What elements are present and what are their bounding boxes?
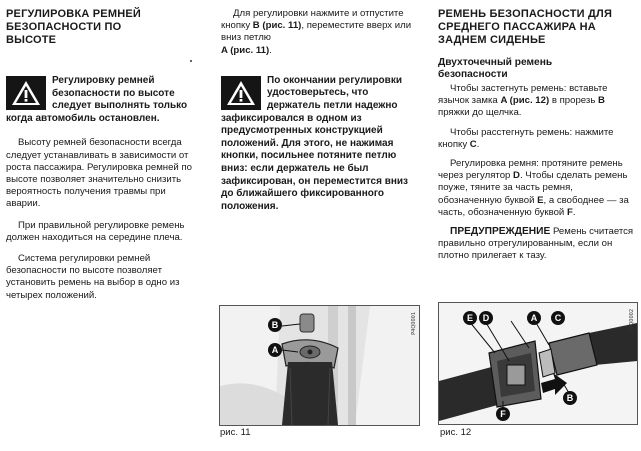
marker-b: B [268,318,282,332]
text-run: . [476,138,480,150]
text-run: . Чтобы сделать ремень поуже, тяните за часть ремня, обозначенную буквой [438,170,628,206]
paragraph [438,127,636,151]
marker-b: B [563,391,577,405]
figure-code: P4Q0001 [411,312,417,335]
paragraph [438,158,636,219]
marker-c: C [551,311,565,325]
text-run: . [269,44,272,56]
text-run-bold: F [566,206,573,218]
section-heading: РЕГУЛИРОВКА РЕМНЕЙ БЕЗОПАСНОСТИ ПО ВЫСОТЕ [6,8,141,46]
text-run: пряжки до щелчка. [438,107,522,119]
warning-triangle-icon [6,76,46,110]
text-run: в прорезь [549,95,598,107]
column-adjust-procedure [221,8,417,213]
column-center-seat-belt [438,8,636,263]
figure-code: P4Q0002 [629,309,635,332]
text-run-bold: D [513,170,520,182]
paragraph [438,83,636,120]
text-run-bold: A (рис. 12) [500,95,550,107]
paragraph [438,226,636,263]
marker-e: E [463,311,477,325]
marker-a: A [268,343,282,357]
text-run: Чтобы застегнуть ремень: вставьте язычок замка [438,83,608,107]
text-run: , переместите вверх или вниз петлю [221,20,412,44]
warning-triangle-icon [221,76,261,110]
warning-label: ПРЕДУПРЕЖДЕНИЕ [450,226,551,238]
paragraph: Высоту ремней безопасности всегда следует устанавливать в зависимости от роста пассажира. Регулировка ремней по высоте позволяет значительно снизить вероятность получения травмы при аварии. [6,137,192,210]
section-heading: РЕМЕНЬ БЕЗОПАСНОСТИ ДЛЯ СРЕДНЕГО ПАССАЖИРА НА ЗАДНЕМ СИДЕНЬЕ [438,8,613,46]
text-run: Чтобы расстегнуть ремень: нажмите кнопку [438,126,614,150]
text-run-bold: A (рис. 11) [221,44,270,56]
text-run: Регулировка ремня: протяните ремень через регулятор [438,158,623,182]
warning-text: Регулировку ремней безопасности по высоте следует выполнять только когда автомобиль остановлен. [6,75,188,124]
warning-block [6,75,202,125]
paragraph: Система регулировки ремней безопасности по высоте позволяет установить ремень на выбор в одно из четырех положений. [6,253,180,301]
warning-text: По окончании регулировки удостоверьтесь, что держатель петли надежно зафиксировался в одном из предусмотренных конструкцией положений. Для этого, не нажимая кнопки, посильнее потяните петлю вниз: если держатель не был зафиксирован, он переместится вниз до ближайшего фиксированного положения. [221,74,409,212]
text-run: Ремень считается правильно отрегулированным, если он плотно прилегает к тазу. [438,226,634,262]
figure-11-illustration [220,306,419,425]
marker-a: A [527,311,541,325]
figure-caption: рис. 11 [220,427,251,438]
text-run: . [572,206,576,218]
paragraph: При правильной регулировке ремень должен находиться на середине плеча. [6,219,185,243]
subheading: Двухточечный ремень безопасности [438,57,553,80]
figure-12 [438,302,638,425]
text-run-bold: B (рис. 11) [252,20,302,32]
text-run-bold: B [598,95,605,107]
text-run: , а свободнее — за часть, обозначенную буквой [438,194,629,218]
print-speck [190,60,192,62]
marker-f: F [496,407,510,421]
text-run-bold: C [469,138,477,150]
marker-d: D [479,311,493,325]
text-run: Для регулировки нажмите и отпустите кнопку [221,8,404,32]
text-run-bold: E [537,194,544,206]
warning-block [221,75,417,214]
figure-caption: рис. 12 [440,427,472,438]
column-height-adjustment [6,8,202,302]
paragraph [221,8,417,57]
figure-11 [219,305,420,426]
